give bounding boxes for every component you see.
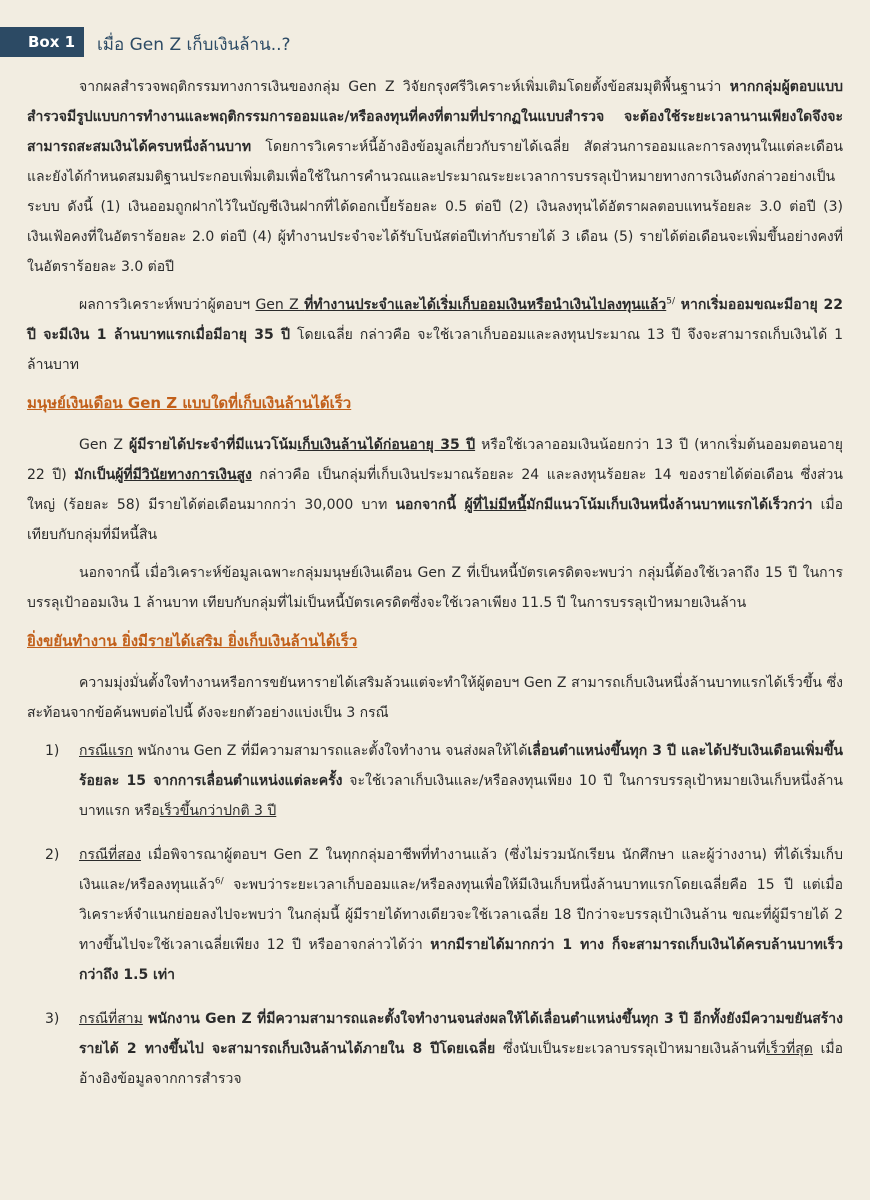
bold-text: ผู้มีรายได้ประจำที่มีแนวโน้ม bbox=[129, 437, 298, 453]
text: กล่าวคือ เป็นกลุ่มที่เก็บเงินประมาณร้อยละ 24 และลงทุนร้อยละ 14 ของรายได้ต่อเดือน ซึ่งส่วนใหญ่ (ร้อยละ 58) มีรายได้ต่อเดือนมากกว่า 30,000 บาท bbox=[27, 467, 843, 513]
text: จะใช้เวลาเก็บเงินและ/หรือลงทุนเพียง 10 ปี ในการบรรลุเป้าหมายเงินเก็บหนึ่งล้านบาทแรก หรือ bbox=[79, 773, 844, 819]
case-item bbox=[27, 840, 843, 990]
box-title: เมื่อ Gen Z เก็บเงินล้าน..? bbox=[97, 35, 291, 55]
bold-text: มักมีแนวโน้มเก็บเงินหนึ่งล้านบาทแรกได้เร็วกว่า bbox=[526, 497, 813, 513]
text: เมื่ออ้างอิงข้อมูลจากการสำรวจ bbox=[79, 1041, 844, 1087]
text: เมื่อเทียบกับกลุ่มที่มีหนี้สิน bbox=[27, 497, 843, 543]
list-number: 2) bbox=[45, 847, 60, 863]
case-item bbox=[27, 1004, 843, 1094]
case-label: กรณีที่สาม bbox=[79, 1011, 143, 1027]
underline-text: เร็วขึ้นกว่าปกติ 3 ปี bbox=[159, 803, 277, 819]
bold-underline-text: ผู้ที่ไม่มีหนี้ bbox=[464, 497, 527, 513]
box-tag: Box 1 bbox=[0, 27, 84, 57]
body-content bbox=[27, 72, 843, 1108]
bold-underline-text: เก็บเงินล้านได้ก่อนอายุ 35 ปี bbox=[297, 437, 476, 453]
list-number: 3) bbox=[45, 1011, 60, 1027]
bold-text: เลื่อนตำแหน่งขึ้นทุก 3 ปี และได้ปรับเงินเดือนเพิ่มขึ้นร้อยละ 15 จากการเลื่อนตำแหน่งแต่ละครั้ง bbox=[79, 743, 843, 789]
text: ซึ่งนับเป็นระยะเวลาบรรลุเป้าหมายเงินล้านที่ bbox=[495, 1041, 766, 1057]
bold-underline-text: ที่ทำงานประจำและได้เริ่มเก็บออมเงินหรือนำเงินไปลงทุนแล้ว bbox=[304, 297, 667, 313]
footnote-ref: 6/ bbox=[214, 876, 224, 887]
case-label: กรณีที่สอง bbox=[79, 847, 142, 863]
underline-text: Gen Z bbox=[255, 297, 305, 313]
text: พนักงาน Gen Z ที่มีความสามารถและตั้งใจทำงาน จนส่งผลให้ได้ bbox=[133, 743, 528, 759]
text: ผลการวิเคราะห์พบว่าผู้ตอบฯ bbox=[79, 297, 256, 313]
section-heading-2: ยิ่งขยันทำงาน ยิ่งมีรายได้เสริม ยิ่งเก็บเงินล้านได้เร็ว bbox=[27, 632, 358, 650]
case-label: กรณีแรก bbox=[79, 743, 134, 759]
bold-text: นอกจากนี้ bbox=[395, 497, 465, 513]
text: โดยการวิเคราะห์นี้อ้างอิงข้อมูลเกี่ยวกับรายได้เฉลี่ย สัดส่วนการออมและการลงทุนในแต่ละเดือน และยังได้กำหนดสมมติฐานประกอบเพิ่มเติมเพื่อใช้ในการคำนวณและประมาณระยะเวลาการบรรลุเป้าหมายทางการเงินดังกล่าวอย่างเป็นระบบ ดังนี้ (1) เงินออมถูกฝากไว้ในบัญชีเงินฝากที่ได้ดอกเบี้ยร้อยละ 0.5 ต่อปี (2) เงินลงทุนได้อัตราผลตอบแทนร้อยละ 3.0 ต่อปี (3) เงินเฟ้อคงที่ในอัตราร้อยละ 2.0 ต่อปี (4) ผู้ทำงานประจำจะได้รับโบนัสต่อปีเท่ากับรายได้ 3 เดือน (5) รายได้ต่อเดือนจะเพิ่มขึ้นอย่างคงที่ในอัตราร้อยละ 3.0 ต่อปี bbox=[27, 139, 843, 275]
bold-text: หากมีรายได้มากกว่า 1 ทาง ก็จะสามารถเก็บเงินได้ครบล้านบาทเร็วกว่าถึง 1.5 เท่า bbox=[79, 937, 844, 983]
bold-text: พนักงาน Gen Z ที่มีความสามารถและตั้งใจทำงานจนส่งผลให้ได้เลื่อนตำแหน่งขึ้นทุก 3 ปี อีกทั้งยังมีความขยันสร้างรายได้ 2 ทางขึ้นไป จะสามารถเก็บเงินล้านได้ภายใน 8 ปีโดยเฉลี่ย bbox=[79, 1011, 843, 1057]
footnote-ref: 5/ bbox=[666, 296, 676, 307]
paragraph-cases-intro: ความมุ่งมั่นตั้งใจทำงานหรือการขยันหารายได้เสริมล้วนแต่จะทำให้ผู้ตอบฯ Gen Z สามารถเก็บเงินหนึ่งล้านบาทแรกได้เร็วขึ้น ซึ่งสะท้อนจากข้อค้นพบต่อไปนี้ ดังจะยกตัวอย่างแบ่งเป็น 3 กรณี bbox=[27, 675, 843, 721]
text: เมื่อพิจารณาผู้ตอบฯ Gen Z ในทุกกลุ่มอาชีพที่ทำงานแล้ว (ซึ่งไม่รวมนักเรียน นักศึกษา และผู้ว่างงาน) ที่ได้เริ่มเก็บเงินและ/หรือลงทุนแล้ว bbox=[79, 847, 843, 893]
text: จะพบว่าระยะเวลาเก็บออมและ/หรือลงทุนเพื่อให้มีเงินเก็บหนึ่งล้านบาทแรกโดยเฉลี่ยคือ 15 ปี แต่เมื่อวิเคราะห์จำแนกย่อยลงไปจะพบว่า ในกลุ่มนี้ ผู้มีรายได้ทางเดียวจะใช้เวลาเฉลี่ย 18 ปีกว่าจะบรรลุเป้าเงินล้าน ขณะที่ผู้มีรายได้ 2 ทางขึ้นไปจะใช้เวลาเฉลี่ยเพียง 12 ปี หรืออาจกล่าวได้ว่า bbox=[79, 877, 843, 953]
cases-list bbox=[27, 736, 843, 1094]
paragraph-result bbox=[27, 290, 843, 380]
case-item bbox=[27, 736, 843, 826]
paragraph-credit-card: นอกจากนี้ เมื่อวิเคราะห์ข้อมูลเฉพาะกลุ่มมนุษย์เงินเดือน Gen Z ที่เป็นหนี้บัตรเครดิตจะพบว่า กลุ่มนี้ต้องใช้เวลาถึง 15 ปี ในการบรรลุเป้าออมเงิน 1 ล้านบาท เทียบกับกลุ่มที่ไม่เป็นหนี้บัตรเครดิตซึ่งจะใช้เวลาเพียง 11.5 ปี ในการบรรลุเป้าหมายเงินล้าน bbox=[27, 565, 843, 611]
section-heading-1: มนุษย์เงินเดือน Gen Z แบบใดที่เก็บเงินล้านได้เร็ว bbox=[27, 394, 352, 412]
text: โดยเฉลี่ย กล่าวคือ จะใช้เวลาเก็บออมและลงทุนประมาณ 13 ปี จึงจะสามารถเก็บเงินได้ 1 ล้านบาท bbox=[27, 327, 844, 373]
bold-text: มักเป็น bbox=[74, 467, 116, 483]
underline-text: เร็วที่สุด bbox=[765, 1041, 813, 1057]
text: หรือใช้เวลาออมเงินน้อยกว่า 13 ปี (หากเริ่มต้นออมตอนอายุ 22 ปี) bbox=[27, 437, 843, 483]
bold-text: หากกลุ่มผู้ตอบแบบสำรวจมีรูปแบบการทำงานและพฤติกรรมการออมและ/หรือลงทุนที่คงที่ตามที่ปรากฏในแบบสำรวจ จะต้องใช้ระยะเวลานานเพียงใดจึงจะสามารถสะสมเงินได้ครบหนึ่งล้านบาท bbox=[27, 79, 843, 155]
list-number: 1) bbox=[45, 743, 60, 759]
text: Gen Z bbox=[79, 437, 130, 453]
paragraph-salary-group bbox=[27, 430, 843, 550]
text: จากผลสำรวจพฤติกรรมทางการเงินของกลุ่ม Gen Z วิจัยกรุงศรีวิเคราะห์เพิ่มเติมโดยตั้งข้อสมมุติพื้นฐานว่า bbox=[79, 79, 730, 95]
bold-underline-text: ผู้ที่มีวินัยทางการเงินสูง bbox=[115, 467, 252, 483]
bold-text: หากเริ่มออมขณะมีอายุ 22 ปี จะมีเงิน 1 ล้านบาทแรกเมื่อมีอายุ 35 ปี bbox=[27, 297, 844, 343]
paragraph-intro bbox=[27, 72, 843, 282]
